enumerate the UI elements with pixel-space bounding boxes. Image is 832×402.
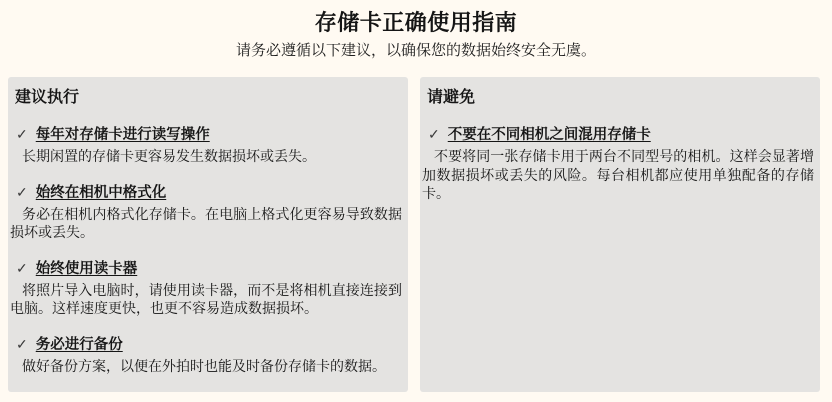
list-item-title: 务必进行备份 [35,336,123,353]
list-item [422,125,814,203]
list-item-description: 做好备份方案，以便在外拍时也能及时备份存储卡的数据。 [22,357,386,374]
list-item [10,335,402,376]
panel-recommended-title: 建议执行 [15,89,80,106]
list-item [10,183,402,242]
list-item [10,259,402,318]
list-item-head [16,125,402,145]
list-item-title: 始终在相机中格式化 [35,184,167,201]
check-icon: ✓ [16,335,28,352]
columns [8,77,820,392]
list-item-head [16,335,402,355]
panel-recommended [8,77,408,392]
list-item-head [16,259,402,279]
list-item [10,125,402,166]
list-item-head [428,125,814,145]
page-subtitle: 请务必遵循以下建议，以确保您的数据始终安全无虞。 [235,42,596,59]
page-header [0,0,832,60]
page-title: 存储卡正确使用指南 [314,10,518,35]
list-item-description: 长期闲置的存储卡更容易发生数据损坏或丢失。 [22,148,316,164]
check-icon: ✓ [16,183,28,200]
check-icon: ✓ [16,126,28,142]
list-item-description: 将照片导入电脑时，请使用读卡器，而不是将相机直接连接到电脑。这样速度更快，也更不容易造成数据损坏。 [10,281,402,316]
check-icon: ✓ [16,259,28,276]
list-item-description: 不要将同一张存储卡用于两台不同型号的相机。这样会显著增加数据损坏或丢失的风险。每台相机都应使用单独配备的存储卡。 [422,148,814,201]
panel-avoid-title: 请避免 [427,89,476,106]
list-item-description: 务必在相机内格式化存储卡。在电脑上格式化更容易导致数据损坏或丢失。 [10,205,402,240]
panel-avoid [420,77,820,392]
list-item-title: 不要在不同相机之间混用存储卡 [447,127,651,143]
check-icon: ✓ [428,126,440,142]
list-item-head [16,183,402,203]
list-item-title: 每年对存储卡进行读写操作 [35,127,210,143]
list-item-title: 始终使用读卡器 [35,260,138,277]
